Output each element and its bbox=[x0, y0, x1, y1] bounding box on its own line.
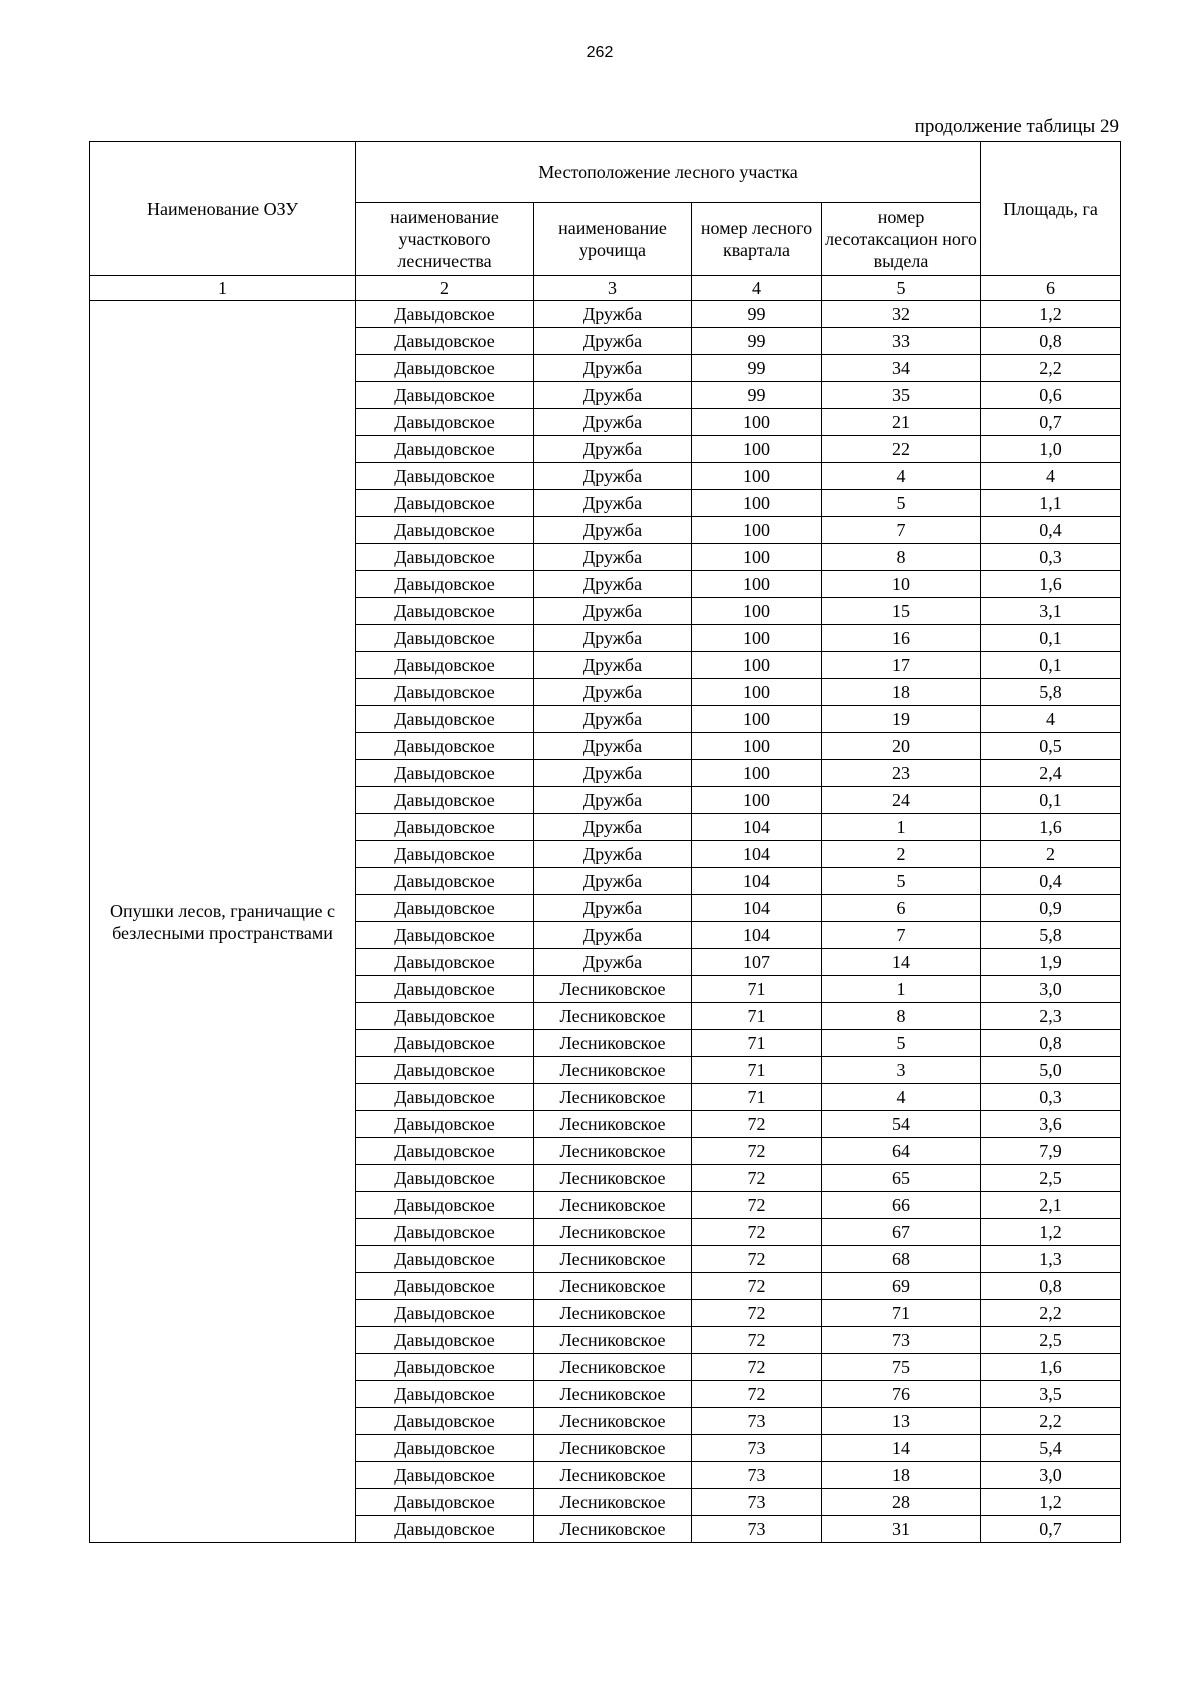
cell-forestry-district: Давыдовское bbox=[356, 949, 534, 976]
cell-allotment-number: 71 bbox=[822, 1300, 981, 1327]
cell-allotment-number: 14 bbox=[822, 949, 981, 976]
header-location-group: Местоположение лесного участка bbox=[356, 142, 981, 203]
cell-area: 1,2 bbox=[981, 1219, 1121, 1246]
cell-allotment-number: 69 bbox=[822, 1273, 981, 1300]
cell-tract-name: Дружба bbox=[534, 544, 692, 571]
cell-area: 0,4 bbox=[981, 517, 1121, 544]
cell-allotment-number: 73 bbox=[822, 1327, 981, 1354]
cell-allotment-number: 76 bbox=[822, 1381, 981, 1408]
cell-forestry-district: Давыдовское bbox=[356, 301, 534, 328]
cell-quarter-number: 100 bbox=[692, 787, 822, 814]
cell-area: 0,1 bbox=[981, 787, 1121, 814]
cell-allotment-number: 5 bbox=[822, 490, 981, 517]
cell-quarter-number: 73 bbox=[692, 1408, 822, 1435]
cell-allotment-number: 14 bbox=[822, 1435, 981, 1462]
cell-quarter-number: 73 bbox=[692, 1489, 822, 1516]
table-row bbox=[90, 301, 1121, 328]
cell-area: 0,8 bbox=[981, 328, 1121, 355]
cell-area: 5,4 bbox=[981, 1435, 1121, 1462]
cell-forestry-district: Давыдовское bbox=[356, 1408, 534, 1435]
cell-quarter-number: 99 bbox=[692, 328, 822, 355]
column-number-2: 2 bbox=[356, 276, 534, 301]
cell-forestry-district: Давыдовское bbox=[356, 1057, 534, 1084]
cell-forestry-district: Давыдовское bbox=[356, 895, 534, 922]
cell-tract-name: Дружба bbox=[534, 382, 692, 409]
cell-forestry-district: Давыдовское bbox=[356, 1273, 534, 1300]
header-allotment-number: номер лесотаксацион ного выдела bbox=[822, 203, 981, 276]
cell-tract-name: Дружба bbox=[534, 355, 692, 382]
cell-forestry-district: Давыдовское bbox=[356, 868, 534, 895]
cell-quarter-number: 72 bbox=[692, 1111, 822, 1138]
cell-allotment-number: 22 bbox=[822, 436, 981, 463]
cell-allotment-number: 32 bbox=[822, 301, 981, 328]
cell-tract-name: Дружба bbox=[534, 760, 692, 787]
header-tract-name: наименование урочища bbox=[534, 203, 692, 276]
cell-tract-name: Лесниковское bbox=[534, 1354, 692, 1381]
cell-quarter-number: 71 bbox=[692, 976, 822, 1003]
cell-tract-name: Дружба bbox=[534, 436, 692, 463]
cell-quarter-number: 72 bbox=[692, 1273, 822, 1300]
cell-tract-name: Дружба bbox=[534, 652, 692, 679]
cell-area: 0,5 bbox=[981, 733, 1121, 760]
cell-tract-name: Лесниковское bbox=[534, 1381, 692, 1408]
cell-allotment-number: 6 bbox=[822, 895, 981, 922]
cell-forestry-district: Давыдовское bbox=[356, 625, 534, 652]
cell-quarter-number: 100 bbox=[692, 679, 822, 706]
page-number: 262 bbox=[586, 44, 614, 61]
cell-quarter-number: 100 bbox=[692, 733, 822, 760]
cell-tract-name: Лесниковское bbox=[534, 976, 692, 1003]
table-header bbox=[90, 142, 1121, 301]
cell-tract-name: Дружба bbox=[534, 841, 692, 868]
cell-tract-name: Лесниковское bbox=[534, 1030, 692, 1057]
cell-forestry-district: Давыдовское bbox=[356, 841, 534, 868]
cell-allotment-number: 4 bbox=[822, 463, 981, 490]
cell-area: 1,3 bbox=[981, 1246, 1121, 1273]
cell-forestry-district: Давыдовское bbox=[356, 544, 534, 571]
cell-quarter-number: 100 bbox=[692, 571, 822, 598]
cell-allotment-number: 15 bbox=[822, 598, 981, 625]
column-number-5: 5 bbox=[822, 276, 981, 301]
cell-allotment-number: 66 bbox=[822, 1192, 981, 1219]
cell-forestry-district: Давыдовское bbox=[356, 976, 534, 1003]
cell-forestry-district: Давыдовское bbox=[356, 1138, 534, 1165]
cell-allotment-number: 8 bbox=[822, 1003, 981, 1030]
cell-tract-name: Дружба bbox=[534, 328, 692, 355]
cell-area: 3,1 bbox=[981, 598, 1121, 625]
cell-area: 0,8 bbox=[981, 1030, 1121, 1057]
cell-area: 1,6 bbox=[981, 571, 1121, 598]
cell-tract-name: Дружба bbox=[534, 679, 692, 706]
cell-area: 1,2 bbox=[981, 301, 1121, 328]
cell-forestry-district: Давыдовское bbox=[356, 1300, 534, 1327]
cell-quarter-number: 107 bbox=[692, 949, 822, 976]
cell-forestry-district: Давыдовское bbox=[356, 1030, 534, 1057]
cell-area: 1,9 bbox=[981, 949, 1121, 976]
cell-forestry-district: Давыдовское bbox=[356, 1111, 534, 1138]
cell-tract-name: Лесниковское bbox=[534, 1408, 692, 1435]
cell-tract-name: Дружба bbox=[534, 706, 692, 733]
cell-tract-name: Лесниковское bbox=[534, 1084, 692, 1111]
cell-forestry-district: Давыдовское bbox=[356, 787, 534, 814]
cell-forestry-district: Давыдовское bbox=[356, 1381, 534, 1408]
cell-area: 2,1 bbox=[981, 1192, 1121, 1219]
cell-area: 5,0 bbox=[981, 1057, 1121, 1084]
cell-allotment-number: 7 bbox=[822, 922, 981, 949]
cell-tract-name: Лесниковское bbox=[534, 1300, 692, 1327]
cell-tract-name: Дружба bbox=[534, 949, 692, 976]
cell-tract-name: Дружба bbox=[534, 490, 692, 517]
cell-tract-name: Лесниковское bbox=[534, 1516, 692, 1543]
table-body bbox=[90, 301, 1121, 1543]
cell-allotment-number: 10 bbox=[822, 571, 981, 598]
cell-quarter-number: 100 bbox=[692, 760, 822, 787]
cell-quarter-number: 73 bbox=[692, 1435, 822, 1462]
cell-area: 1,6 bbox=[981, 1354, 1121, 1381]
cell-tract-name: Дружба bbox=[534, 625, 692, 652]
table-continuation-label: продолжение таблицы 29 bbox=[914, 116, 1119, 137]
cell-allotment-number: 54 bbox=[822, 1111, 981, 1138]
cell-area: 1,2 bbox=[981, 1489, 1121, 1516]
cell-area: 0,8 bbox=[981, 1273, 1121, 1300]
cell-forestry-district: Давыдовское bbox=[356, 652, 534, 679]
cell-tract-name: Лесниковское bbox=[534, 1219, 692, 1246]
cell-ozu-name: Опушки лесов, граничащие с безлесными пространствами bbox=[90, 301, 356, 1543]
cell-allotment-number: 16 bbox=[822, 625, 981, 652]
cell-forestry-district: Давыдовское bbox=[356, 463, 534, 490]
cell-allotment-number: 64 bbox=[822, 1138, 981, 1165]
cell-forestry-district: Давыдовское bbox=[356, 814, 534, 841]
cell-tract-name: Лесниковское bbox=[534, 1192, 692, 1219]
cell-quarter-number: 72 bbox=[692, 1354, 822, 1381]
cell-allotment-number: 19 bbox=[822, 706, 981, 733]
cell-quarter-number: 104 bbox=[692, 841, 822, 868]
cell-forestry-district: Давыдовское bbox=[356, 328, 534, 355]
cell-allotment-number: 5 bbox=[822, 1030, 981, 1057]
cell-tract-name: Дружба bbox=[534, 409, 692, 436]
cell-tract-name: Дружба bbox=[534, 301, 692, 328]
cell-area: 0,1 bbox=[981, 652, 1121, 679]
header-ozu-name: Наименование ОЗУ bbox=[90, 142, 356, 276]
cell-allotment-number: 1 bbox=[822, 976, 981, 1003]
cell-area: 4 bbox=[981, 706, 1121, 733]
cell-quarter-number: 100 bbox=[692, 409, 822, 436]
cell-forestry-district: Давыдовское bbox=[356, 733, 534, 760]
cell-quarter-number: 100 bbox=[692, 598, 822, 625]
cell-tract-name: Лесниковское bbox=[534, 1057, 692, 1084]
cell-area: 5,8 bbox=[981, 679, 1121, 706]
cell-area: 2,2 bbox=[981, 355, 1121, 382]
cell-forestry-district: Давыдовское bbox=[356, 382, 534, 409]
cell-quarter-number: 71 bbox=[692, 1030, 822, 1057]
cell-quarter-number: 72 bbox=[692, 1219, 822, 1246]
cell-area: 3,0 bbox=[981, 1462, 1121, 1489]
cell-area: 2 bbox=[981, 841, 1121, 868]
cell-allotment-number: 1 bbox=[822, 814, 981, 841]
cell-forestry-district: Давыдовское bbox=[356, 1462, 534, 1489]
cell-area: 3,5 bbox=[981, 1381, 1121, 1408]
cell-quarter-number: 100 bbox=[692, 625, 822, 652]
cell-allotment-number: 35 bbox=[822, 382, 981, 409]
cell-area: 1,0 bbox=[981, 436, 1121, 463]
cell-allotment-number: 68 bbox=[822, 1246, 981, 1273]
cell-tract-name: Лесниковское bbox=[534, 1246, 692, 1273]
cell-tract-name: Дружба bbox=[534, 787, 692, 814]
cell-quarter-number: 100 bbox=[692, 652, 822, 679]
cell-allotment-number: 28 bbox=[822, 1489, 981, 1516]
cell-quarter-number: 99 bbox=[692, 355, 822, 382]
cell-area: 0,9 bbox=[981, 895, 1121, 922]
cell-forestry-district: Давыдовское bbox=[356, 1084, 534, 1111]
cell-area: 0,3 bbox=[981, 1084, 1121, 1111]
cell-forestry-district: Давыдовское bbox=[356, 1246, 534, 1273]
cell-area: 0,7 bbox=[981, 409, 1121, 436]
cell-allotment-number: 4 bbox=[822, 1084, 981, 1111]
cell-forestry-district: Давыдовское bbox=[356, 1489, 534, 1516]
cell-tract-name: Дружба bbox=[534, 571, 692, 598]
cell-tract-name: Лесниковское bbox=[534, 1273, 692, 1300]
column-number-3: 3 bbox=[534, 276, 692, 301]
cell-area: 3,0 bbox=[981, 976, 1121, 1003]
cell-area: 7,9 bbox=[981, 1138, 1121, 1165]
cell-allotment-number: 18 bbox=[822, 1462, 981, 1489]
cell-area: 5,8 bbox=[981, 922, 1121, 949]
forest-plots-table bbox=[89, 141, 1121, 1543]
cell-forestry-district: Давыдовское bbox=[356, 409, 534, 436]
cell-tract-name: Лесниковское bbox=[534, 1003, 692, 1030]
cell-quarter-number: 73 bbox=[692, 1516, 822, 1543]
cell-allotment-number: 67 bbox=[822, 1219, 981, 1246]
cell-forestry-district: Давыдовское bbox=[356, 1165, 534, 1192]
cell-quarter-number: 100 bbox=[692, 490, 822, 517]
cell-quarter-number: 104 bbox=[692, 895, 822, 922]
cell-quarter-number: 72 bbox=[692, 1192, 822, 1219]
cell-quarter-number: 100 bbox=[692, 706, 822, 733]
cell-quarter-number: 100 bbox=[692, 463, 822, 490]
cell-quarter-number: 72 bbox=[692, 1246, 822, 1273]
cell-quarter-number: 99 bbox=[692, 382, 822, 409]
cell-tract-name: Лесниковское bbox=[534, 1489, 692, 1516]
cell-quarter-number: 73 bbox=[692, 1462, 822, 1489]
cell-forestry-district: Давыдовское bbox=[356, 436, 534, 463]
cell-tract-name: Дружба bbox=[534, 517, 692, 544]
cell-allotment-number: 23 bbox=[822, 760, 981, 787]
cell-allotment-number: 3 bbox=[822, 1057, 981, 1084]
cell-quarter-number: 72 bbox=[692, 1300, 822, 1327]
cell-quarter-number: 72 bbox=[692, 1138, 822, 1165]
cell-quarter-number: 104 bbox=[692, 922, 822, 949]
cell-tract-name: Дружба bbox=[534, 598, 692, 625]
cell-tract-name: Лесниковское bbox=[534, 1327, 692, 1354]
cell-area: 0,1 bbox=[981, 625, 1121, 652]
cell-quarter-number: 71 bbox=[692, 1057, 822, 1084]
cell-allotment-number: 5 bbox=[822, 868, 981, 895]
cell-forestry-district: Давыдовское bbox=[356, 490, 534, 517]
cell-allotment-number: 24 bbox=[822, 787, 981, 814]
cell-allotment-number: 33 bbox=[822, 328, 981, 355]
cell-allotment-number: 65 bbox=[822, 1165, 981, 1192]
cell-tract-name: Лесниковское bbox=[534, 1462, 692, 1489]
cell-allotment-number: 2 bbox=[822, 841, 981, 868]
cell-forestry-district: Давыдовское bbox=[356, 1003, 534, 1030]
cell-quarter-number: 72 bbox=[692, 1165, 822, 1192]
cell-quarter-number: 100 bbox=[692, 436, 822, 463]
cell-area: 1,6 bbox=[981, 814, 1121, 841]
cell-allotment-number: 18 bbox=[822, 679, 981, 706]
cell-forestry-district: Давыдовское bbox=[356, 571, 534, 598]
cell-area: 2,2 bbox=[981, 1300, 1121, 1327]
cell-area: 4 bbox=[981, 463, 1121, 490]
cell-allotment-number: 13 bbox=[822, 1408, 981, 1435]
cell-quarter-number: 72 bbox=[692, 1381, 822, 1408]
cell-tract-name: Дружба bbox=[534, 868, 692, 895]
cell-area: 2,5 bbox=[981, 1327, 1121, 1354]
cell-allotment-number: 75 bbox=[822, 1354, 981, 1381]
cell-forestry-district: Давыдовское bbox=[356, 1192, 534, 1219]
cell-area: 2,3 bbox=[981, 1003, 1121, 1030]
cell-forestry-district: Давыдовское bbox=[356, 355, 534, 382]
cell-area: 0,3 bbox=[981, 544, 1121, 571]
cell-quarter-number: 100 bbox=[692, 544, 822, 571]
cell-allotment-number: 21 bbox=[822, 409, 981, 436]
cell-area: 2,5 bbox=[981, 1165, 1121, 1192]
cell-tract-name: Лесниковское bbox=[534, 1435, 692, 1462]
column-number-1: 1 bbox=[90, 276, 356, 301]
cell-area: 0,4 bbox=[981, 868, 1121, 895]
cell-quarter-number: 72 bbox=[692, 1327, 822, 1354]
cell-area: 1,1 bbox=[981, 490, 1121, 517]
cell-forestry-district: Давыдовское bbox=[356, 706, 534, 733]
header-area: Площадь, га bbox=[981, 142, 1121, 276]
cell-allotment-number: 17 bbox=[822, 652, 981, 679]
cell-area: 2,2 bbox=[981, 1408, 1121, 1435]
cell-forestry-district: Давыдовское bbox=[356, 760, 534, 787]
cell-tract-name: Лесниковское bbox=[534, 1138, 692, 1165]
header-quarter-number: номер лесного квартала bbox=[692, 203, 822, 276]
cell-quarter-number: 71 bbox=[692, 1003, 822, 1030]
column-number-4: 4 bbox=[692, 276, 822, 301]
cell-forestry-district: Давыдовское bbox=[356, 679, 534, 706]
cell-area: 2,4 bbox=[981, 760, 1121, 787]
cell-forestry-district: Давыдовское bbox=[356, 1516, 534, 1543]
cell-tract-name: Лесниковское bbox=[534, 1165, 692, 1192]
cell-allotment-number: 20 bbox=[822, 733, 981, 760]
cell-quarter-number: 104 bbox=[692, 814, 822, 841]
cell-quarter-number: 100 bbox=[692, 517, 822, 544]
cell-allotment-number: 8 bbox=[822, 544, 981, 571]
cell-forestry-district: Давыдовское bbox=[356, 1354, 534, 1381]
cell-tract-name: Дружба bbox=[534, 895, 692, 922]
cell-area: 0,7 bbox=[981, 1516, 1121, 1543]
cell-allotment-number: 34 bbox=[822, 355, 981, 382]
column-number-6: 6 bbox=[981, 276, 1121, 301]
cell-quarter-number: 71 bbox=[692, 1084, 822, 1111]
cell-tract-name: Дружба bbox=[534, 814, 692, 841]
cell-forestry-district: Давыдовское bbox=[356, 1327, 534, 1354]
cell-forestry-district: Давыдовское bbox=[356, 1219, 534, 1246]
cell-allotment-number: 31 bbox=[822, 1516, 981, 1543]
cell-area: 3,6 bbox=[981, 1111, 1121, 1138]
cell-quarter-number: 99 bbox=[692, 301, 822, 328]
cell-forestry-district: Давыдовское bbox=[356, 1435, 534, 1462]
cell-forestry-district: Давыдовское bbox=[356, 517, 534, 544]
cell-forestry-district: Давыдовское bbox=[356, 598, 534, 625]
cell-tract-name: Дружба bbox=[534, 733, 692, 760]
cell-tract-name: Дружба bbox=[534, 463, 692, 490]
cell-tract-name: Дружба bbox=[534, 922, 692, 949]
cell-allotment-number: 7 bbox=[822, 517, 981, 544]
header-forestry-district: наименование участкового лесничества bbox=[356, 203, 534, 276]
cell-forestry-district: Давыдовское bbox=[356, 922, 534, 949]
cell-quarter-number: 104 bbox=[692, 868, 822, 895]
cell-area: 0,6 bbox=[981, 382, 1121, 409]
cell-tract-name: Лесниковское bbox=[534, 1111, 692, 1138]
